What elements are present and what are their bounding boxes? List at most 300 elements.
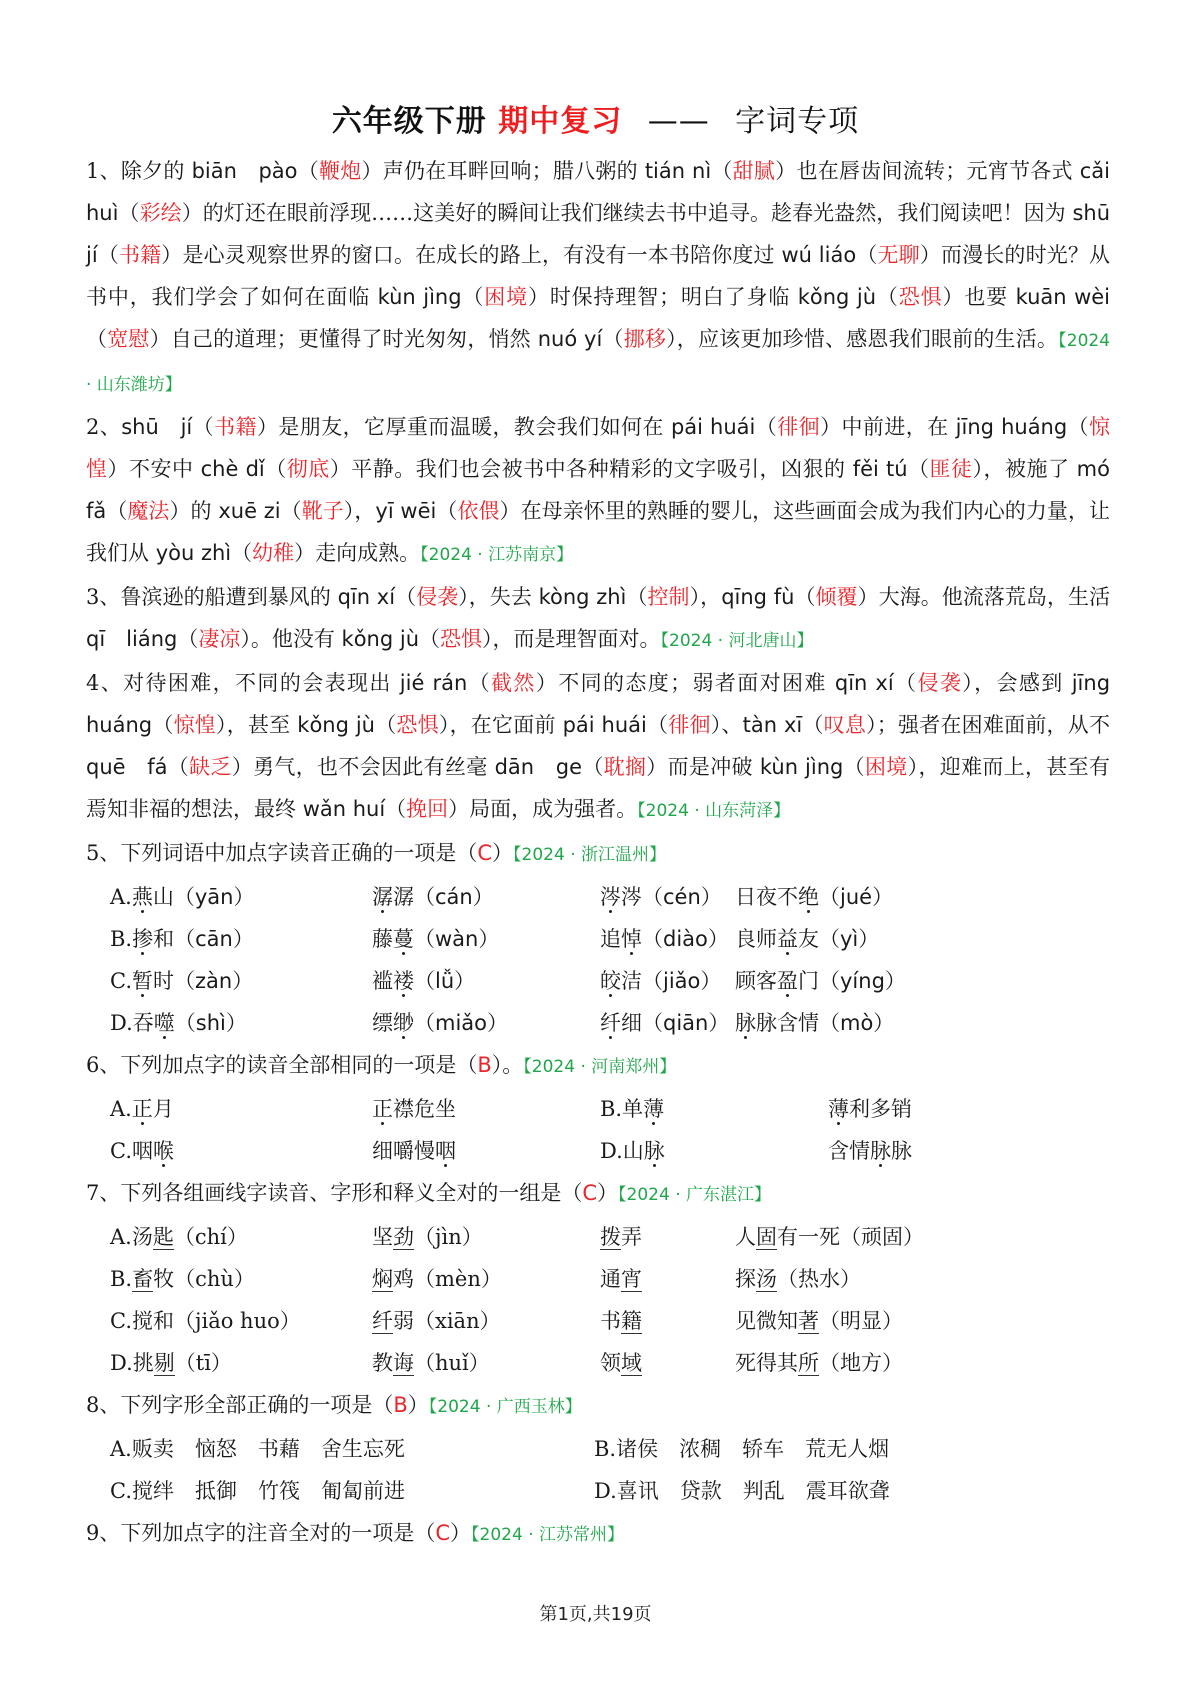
pinyin: （mò） — [819, 1011, 895, 1035]
text: ）平静。我们也会被书中各种精彩的文字吸引，凶狠的 — [329, 457, 853, 481]
answer-word: 凄凉 — [198, 627, 241, 651]
answer-word: 魔法 — [127, 499, 170, 523]
answer-word: 缺乏 — [189, 755, 232, 779]
pinyin: qīn xí — [337, 585, 396, 609]
question-9-stem: 9、下列加点字的注音全对的一项是（C）【2024 · 江苏常州】 — [86, 1521, 625, 1545]
pinyin: （yì） — [819, 927, 880, 951]
text: 襟危坐 — [393, 1097, 456, 1121]
answer-word: 彩绘 — [139, 201, 182, 225]
pinyin: tián nì — [644, 159, 712, 183]
text: 涔 — [621, 885, 642, 909]
pinyin: （jiǎo） — [642, 969, 722, 993]
answer: C — [435, 1521, 451, 1545]
underlined-char: 剔 — [153, 1351, 175, 1375]
option-cell — [372, 1088, 600, 1130]
option-cell — [372, 1342, 600, 1384]
underlined-char: 著 — [798, 1309, 819, 1333]
option-cell — [600, 1216, 735, 1258]
option-cell — [735, 918, 879, 960]
text: （ — [152, 713, 174, 737]
text: （ — [167, 755, 190, 779]
dotted-char: 噬 — [153, 1011, 175, 1035]
answer-word: 无聊 — [877, 243, 920, 267]
text: ）自己的道理；更懂得了时光匆匆，悄然 — [149, 327, 538, 351]
pinyin: kòng zhì — [538, 585, 627, 609]
text: 鸡（mèn） — [393, 1267, 502, 1291]
option-cell — [600, 1342, 735, 1384]
text: ）。他没有 — [240, 627, 342, 651]
text: （ — [582, 755, 604, 779]
option-cell — [828, 1130, 912, 1172]
answer-word: 书籍 — [214, 415, 257, 439]
text: 缥 — [372, 1011, 393, 1035]
answer-word: 控制 — [647, 585, 690, 609]
text: ）， — [689, 585, 722, 609]
text: ）而漫长的时光？从书中，我们学会了如何在面临 — [86, 243, 1111, 309]
text: （ — [419, 627, 440, 651]
option-cell: D.喜讯 贷款 判乱 震耳欲聋 — [594, 1479, 890, 1503]
dotted-char: 脉 — [870, 1139, 891, 1163]
text: C.咽 — [110, 1139, 153, 1163]
text: （ — [395, 585, 417, 609]
text: ），迎难而上，甚至有焉知非福的想法，最终 — [86, 755, 1111, 821]
dotted-char: 缈 — [393, 1011, 414, 1035]
option-cell — [372, 1258, 600, 1300]
answer-word: 惊惶 — [173, 713, 217, 737]
page-title — [0, 96, 1191, 140]
option-cell — [735, 876, 893, 918]
text: 顾客 — [735, 969, 777, 993]
answer: B — [477, 1053, 492, 1077]
text: B.单 — [600, 1097, 644, 1121]
answer-word: 鞭炮 — [319, 159, 362, 183]
option-cell — [372, 1130, 600, 1172]
underlined-char: 诲 — [393, 1351, 414, 1375]
text: （ — [856, 243, 878, 267]
option-row — [110, 1258, 1110, 1300]
pinyin: （cén） — [642, 885, 722, 909]
dotted-char: 正 — [131, 1097, 153, 1121]
text: （ — [876, 285, 899, 309]
text: （地方） — [819, 1351, 903, 1375]
pinyin: jīng huáng — [955, 415, 1068, 439]
text: ）而是冲破 — [646, 755, 760, 779]
pinyin: shū jí — [86, 201, 1111, 267]
option-row — [110, 1088, 1110, 1130]
underlined-char: 所 — [798, 1351, 819, 1375]
source-tag: 【2024 · 河北唐山】 — [660, 631, 814, 651]
option-cell — [372, 876, 600, 918]
option-cell — [110, 1258, 372, 1300]
text: 2、 — [86, 415, 122, 439]
text: 潺 — [393, 885, 414, 909]
text: ）， — [343, 499, 376, 523]
text: 细嚼慢 — [372, 1139, 435, 1163]
text: （热水） — [777, 1267, 861, 1291]
option-cell — [372, 1300, 600, 1342]
text: 细 — [621, 1011, 642, 1035]
text: （ — [843, 755, 865, 779]
option-cell — [600, 1088, 828, 1130]
text: ）；强者在困难面前，从不 — [866, 713, 1110, 737]
option-cell — [110, 1088, 372, 1130]
dotted-char: 盈 — [777, 969, 798, 993]
answer-word: 叹息 — [823, 713, 867, 737]
dotted-char: 涔 — [600, 885, 621, 909]
dotted-char: 潺 — [372, 885, 393, 909]
text: （ — [436, 499, 458, 523]
source-tag: 【2024 · 山东菏泽】 — [637, 801, 791, 821]
answer: C — [582, 1181, 598, 1205]
source-tag: 【2024 · 河南郑州】 — [523, 1057, 677, 1077]
text: 领 — [600, 1351, 621, 1375]
dotted-char: 燕 — [131, 885, 153, 909]
answer-word: 侵袭 — [416, 585, 459, 609]
dotted-char: 皎 — [600, 969, 621, 993]
pinyin: biān pào — [191, 159, 298, 183]
pinyin: kùn jìng — [377, 285, 462, 309]
dotted-char: 蔓 — [393, 927, 414, 951]
pinyin: （lǚ） — [414, 969, 476, 993]
text: ）不安中 — [107, 457, 201, 481]
text: 弱（xiān） — [393, 1309, 501, 1333]
text: 追 — [600, 927, 621, 951]
text: ）时保持理智；明白了身临 — [527, 285, 798, 309]
answer-word: 挪移 — [623, 327, 667, 351]
answer-word: 恐惧 — [396, 713, 439, 737]
pinyin: tàn xī — [742, 713, 803, 737]
pinyin: kùn jìng — [759, 755, 844, 779]
option-cell — [372, 1002, 600, 1044]
text: （ — [106, 499, 128, 523]
text: （明显） — [819, 1309, 903, 1333]
option-cell: C.搅绊 抵御 竹筏 匍匐前进 — [110, 1479, 405, 1503]
title-midterm: 期中复习 — [498, 104, 623, 139]
pinyin: （jué） — [819, 885, 894, 909]
option-cell — [600, 1300, 735, 1342]
answer-word: 侵袭 — [917, 671, 963, 695]
text: （ — [794, 585, 816, 609]
text: ）声仍在耳畔回响；腊八粥的 — [361, 159, 645, 183]
pinyin: （miǎo） — [414, 1011, 509, 1035]
underlined-char: 固 — [756, 1225, 777, 1249]
text: 脉含情 — [756, 1011, 819, 1035]
option-cell — [372, 1216, 600, 1258]
option-cell — [600, 1258, 735, 1300]
pinyin: mó fǎ — [86, 457, 1110, 523]
option-cell — [110, 1300, 372, 1342]
text: ）的灯还在眼前浮现……这美好的瞬间让我们继续去书中追寻。趁春光盎然，我们阅读吧！因为 — [181, 201, 1073, 225]
pinyin: （qiān） — [642, 1011, 730, 1035]
text: ），甚至 — [216, 713, 298, 737]
pinyin: （wàn） — [414, 927, 500, 951]
text: 4、对待困难，不同的会表现出 — [86, 671, 400, 695]
text: 山 — [152, 885, 174, 909]
text: A. — [110, 885, 132, 909]
text: 藤 — [372, 927, 393, 951]
answer: B — [393, 1393, 408, 1417]
option-cell — [735, 1300, 903, 1342]
text: （jìn） — [414, 1225, 483, 1249]
option-cell — [110, 876, 372, 918]
option-cell — [600, 876, 735, 918]
text: 探 — [735, 1267, 756, 1291]
dotted-char: 掺 — [132, 927, 154, 951]
option-row — [110, 1216, 1110, 1258]
question-5-options — [86, 876, 1110, 1044]
text: （ — [626, 585, 648, 609]
text: 脉 — [891, 1139, 912, 1163]
option-cell — [828, 1088, 912, 1130]
text: ）不同的态度；弱者面对困难 — [535, 671, 835, 695]
answer-word: 依偎 — [457, 499, 500, 523]
text: 有一死（顽固） — [777, 1225, 924, 1249]
text: 坚 — [372, 1225, 393, 1249]
dotted-char: 纤 — [600, 1011, 621, 1035]
underlined-char: 畜 — [132, 1267, 154, 1291]
pinyin: yòu zhì — [155, 541, 232, 565]
option-row — [110, 1300, 1110, 1342]
pinyin: shū jí — [121, 415, 193, 439]
title-dash: —— — [647, 104, 710, 139]
option-cell: B.诸侯 浓稠 轿车 荒无人烟 — [594, 1437, 890, 1461]
option-cell — [110, 960, 372, 1002]
text: ），在它面前 — [438, 713, 563, 737]
text: 日夜不 — [735, 885, 798, 909]
option-cell — [600, 918, 735, 960]
text: 友 — [798, 927, 819, 951]
text: 人 — [735, 1225, 756, 1249]
underlined-char: 焖 — [372, 1267, 393, 1291]
pinyin: kuān wèi — [1015, 285, 1111, 309]
option-cell: A.贩卖 恼怒 书藉 舍生忘死 — [110, 1437, 405, 1461]
option-row — [110, 1470, 1110, 1512]
underlined-char: 汤 — [756, 1267, 777, 1291]
answer-word: 匪徒 — [929, 457, 973, 481]
pinyin: qī liáng — [86, 627, 178, 651]
text: （ — [907, 457, 930, 481]
text: 褴 — [372, 969, 393, 993]
option-cell — [600, 1130, 828, 1172]
text: （ — [177, 627, 199, 651]
dotted-char: 脉 — [735, 1011, 756, 1035]
text: （ — [602, 327, 624, 351]
answer: C — [477, 841, 493, 865]
question-7-stem: 7、下列各组画线字读音、字形和释义全对的一组是（C）【2024 · 广东湛江】 — [86, 1181, 772, 1205]
underlined-char: 劲 — [393, 1225, 414, 1249]
text: （ — [646, 713, 669, 737]
answer-word: 宽慰 — [107, 327, 150, 351]
question-list — [86, 150, 1110, 1556]
pinyin: qīng fù — [721, 585, 795, 609]
question-8-options — [86, 1428, 1110, 1512]
text: 洁 — [621, 969, 642, 993]
text: （ — [86, 327, 108, 351]
text: ）勇气，也不会因此有丝毫 — [231, 755, 495, 779]
text: （ — [97, 243, 119, 267]
answer-word: 挽回 — [406, 797, 449, 821]
pinyin: xuē zi — [218, 499, 281, 523]
text: C.搅和（jiǎo huo） — [110, 1309, 301, 1333]
dotted-char: 悼 — [621, 927, 642, 951]
dotted-char: 正 — [372, 1097, 393, 1121]
text: 3、鲁滨逊的船遭到暴风的 — [86, 585, 338, 609]
option-cell — [110, 1342, 372, 1384]
text: 通 — [600, 1267, 621, 1291]
answer-word: 倾覆 — [815, 585, 858, 609]
text: 教 — [372, 1351, 393, 1375]
option-cell — [735, 1258, 861, 1300]
question-4 — [86, 662, 1110, 832]
pinyin: jié rán — [399, 671, 468, 695]
title-topic: 字词专项 — [735, 104, 860, 139]
text: A.汤 — [110, 1225, 153, 1249]
text: ）局面，成为强者。 — [448, 797, 638, 821]
text: （ — [711, 159, 733, 183]
answer-word: 恐惧 — [440, 627, 482, 651]
pinyin: jīng huáng — [86, 671, 1111, 737]
text: （ — [192, 415, 215, 439]
text: （ — [280, 499, 302, 523]
text: ）的 — [169, 499, 219, 523]
text: B. — [110, 1267, 133, 1291]
option-cell — [372, 960, 600, 1002]
pinyin: yī wēi — [375, 499, 437, 523]
answer-word: 靴子 — [301, 499, 344, 523]
option-row — [110, 960, 1110, 1002]
underlined-char: 域 — [621, 1351, 642, 1375]
option-cell — [600, 960, 735, 1002]
text: （ — [1067, 415, 1090, 439]
underlined-char: 拨 — [600, 1225, 621, 1249]
dotted-char: 绝 — [798, 885, 819, 909]
pinyin: （yān） — [173, 885, 255, 909]
option-cell — [110, 918, 372, 960]
option-row — [110, 918, 1110, 960]
pinyin: chè dǐ — [200, 457, 265, 481]
text: C. — [110, 969, 132, 993]
text: （chí） — [173, 1225, 248, 1249]
page-number: 第1页,共19页 — [539, 1604, 652, 1625]
option-cell — [735, 1002, 894, 1044]
pinyin: （cán） — [414, 885, 494, 909]
text: ），被施了 — [972, 457, 1077, 481]
dotted-char: 褛 — [393, 969, 414, 993]
source-tag: 【2024 · 江苏南京】 — [420, 545, 574, 565]
text: ）是心灵观察世界的窗口。在成长的路上，有没有一本书陪你度过 — [161, 243, 782, 267]
option-cell — [735, 1216, 924, 1258]
answer-word: 书籍 — [118, 243, 162, 267]
text: （ — [385, 797, 407, 821]
option-cell — [735, 960, 906, 1002]
text: （ — [893, 671, 918, 695]
pinyin: pái huái — [562, 713, 647, 737]
answer-word: 甜腻 — [732, 159, 776, 183]
underlined-char: 宵 — [621, 1267, 642, 1291]
text: ），而是理智面对。 — [482, 627, 661, 651]
text: 利多销 — [849, 1097, 912, 1121]
text: ）也在唇齿间流转；元宵节各式 — [775, 159, 1080, 183]
option-cell — [600, 1002, 735, 1044]
pinyin: pái huái — [670, 415, 756, 439]
pinyin: （yíng） — [819, 969, 906, 993]
text: D.山 — [600, 1139, 644, 1163]
pinyin: qīn xí — [834, 671, 894, 695]
answer-word: 截然 — [491, 671, 536, 695]
pinyin: quē fá — [86, 755, 168, 779]
text: ）中前进，在 — [820, 415, 956, 439]
text: ）走向成熟。 — [294, 541, 421, 565]
answer-word: 幼稚 — [252, 541, 295, 565]
option-row — [110, 876, 1110, 918]
text: （ — [467, 671, 492, 695]
answer-word: 困境 — [864, 755, 908, 779]
text: A. — [110, 1097, 132, 1121]
answer-word: 耽搁 — [603, 755, 647, 779]
text: ），失去 — [458, 585, 539, 609]
text: （ — [755, 415, 778, 439]
text: 书 — [600, 1309, 621, 1333]
text: （ — [297, 159, 320, 183]
question-6-stem: 6、下列加点字的读音全部相同的一项是（B）。【2024 · 河南郑州】 — [86, 1053, 677, 1077]
text: （huǐ） — [414, 1351, 490, 1375]
title-grade: 六年级下册 — [331, 104, 487, 139]
text: （tī） — [174, 1351, 232, 1375]
pinyin: dān ge — [494, 755, 582, 779]
text: 见微知 — [735, 1309, 798, 1333]
underlined-char: 纤 — [372, 1309, 393, 1333]
pinyin: wú liáo — [781, 243, 857, 267]
answer-word: 困境 — [484, 285, 528, 309]
text: D.挑 — [110, 1351, 154, 1375]
text: 时 — [153, 969, 174, 993]
text: ）在母亲怀里的熟睡的婴儿，这些画面会成为我们内心的力量，让我们从 — [86, 499, 1111, 565]
option-row — [110, 1342, 1110, 1384]
dotted-char: 脉 — [643, 1139, 665, 1163]
dotted-char: 益 — [777, 927, 798, 951]
answer-word: 徘徊 — [668, 713, 711, 737]
text: （ — [264, 457, 287, 481]
text: （ — [802, 713, 824, 737]
answer-word: 彻底 — [286, 457, 330, 481]
source-tag: 【2024 · 浙江温州】 — [513, 845, 667, 865]
text: 牧（chù） — [153, 1267, 255, 1291]
text: ），应该更加珍惜、感恩我们眼前的生活。 — [666, 327, 1059, 351]
option-row — [110, 1002, 1110, 1044]
text: 门 — [798, 969, 819, 993]
answer-word: 恐惧 — [898, 285, 943, 309]
dotted-char: 薄 — [828, 1097, 849, 1121]
pinyin: （cān） — [174, 927, 254, 951]
underlined-char: 籍 — [621, 1309, 642, 1333]
pinyin: cǎi huì — [86, 159, 1110, 225]
pinyin: （shì） — [174, 1011, 247, 1035]
text: ）大海。他流落荒岛，生活 — [857, 585, 1111, 609]
source-tag: 【2024 · 山东潍坊】 — [86, 331, 1111, 395]
text: （ — [118, 201, 140, 225]
pinyin: （diào） — [642, 927, 729, 951]
question-3 — [86, 576, 1110, 662]
text: D.吞 — [110, 1011, 154, 1035]
dotted-char: 薄 — [643, 1097, 665, 1121]
text: （ — [461, 285, 485, 309]
answer-word: 徘徊 — [777, 415, 821, 439]
answer-word: 惊惶 — [86, 415, 1111, 481]
source-tag: 【2024 · 广东湛江】 — [618, 1185, 772, 1205]
text: 死得其 — [735, 1351, 798, 1375]
text: 1、除夕的 — [86, 159, 192, 183]
question-1 — [86, 150, 1110, 406]
